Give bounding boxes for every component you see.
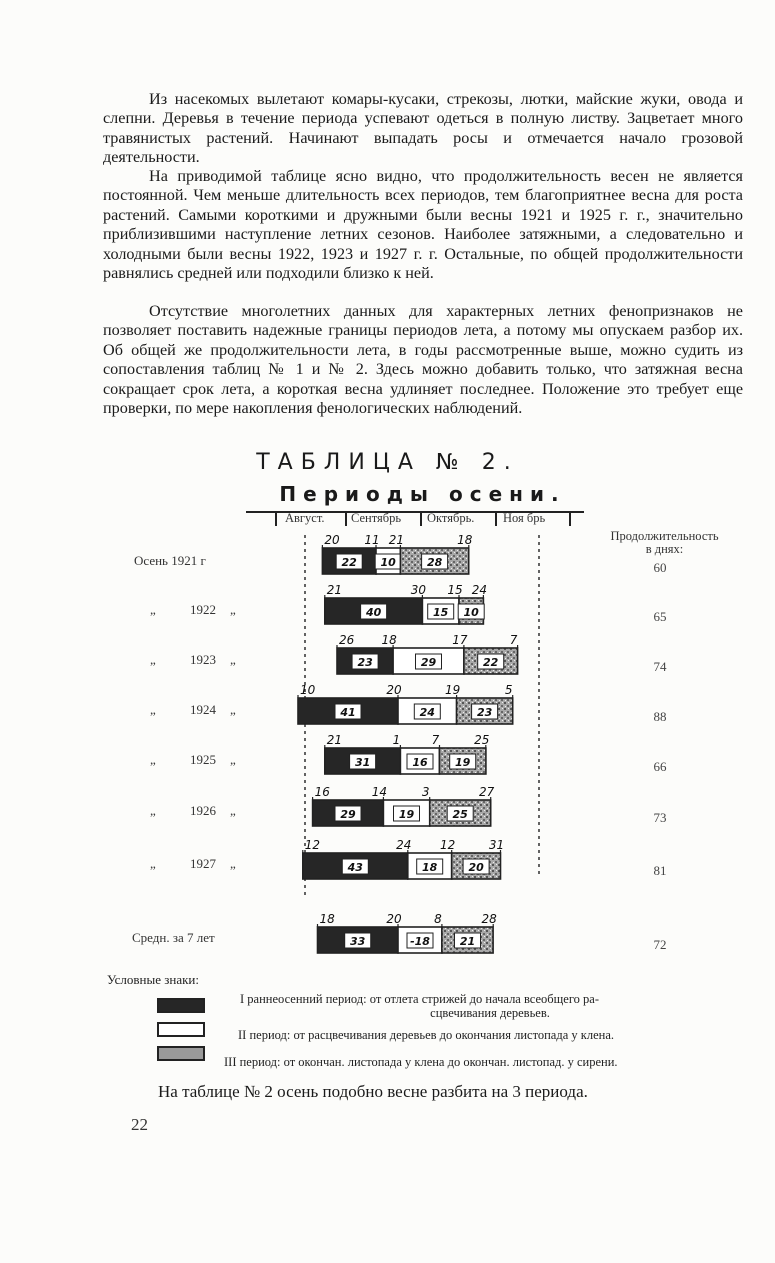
bar-value-label: 29 — [420, 656, 437, 669]
boundary-date-label: 12 — [304, 838, 321, 852]
boundary-date-label: 31 — [488, 838, 505, 852]
boundary-date-label: 7 — [509, 633, 518, 647]
duration-header-unit: в днях: — [645, 542, 684, 556]
bar-value-label: 15 — [433, 606, 449, 619]
month-november: Ноя брь — [503, 511, 546, 525]
boundary-date-label: 20 — [324, 533, 340, 547]
duration-value-1921: 60 — [653, 560, 667, 575]
boundary-date-label: 3 — [421, 785, 430, 799]
month-september: Сентябрь — [351, 511, 402, 525]
month-august: Август. — [285, 511, 325, 525]
boundary-date-label: 28 — [481, 912, 497, 926]
duration-value-1927: 81 — [653, 863, 667, 878]
bar-value-label: -18 — [410, 935, 430, 948]
boundary-date-label: 25 — [474, 733, 490, 747]
legend-text-period-3: III период: от окончан. листопада у клена до окончан. листопад. у сирени. — [224, 1055, 618, 1069]
bar-value-label: 22 — [341, 556, 357, 569]
boundary-date-label: 18 — [381, 633, 397, 647]
duration-value-1924: 88 — [653, 709, 667, 724]
boundary-date-label: 24 — [396, 838, 412, 852]
legend-text-period-2: II период: от расцвечивания деревьев до окончания листопада у клена. — [238, 1028, 614, 1042]
legend-swatch-period-1 — [157, 998, 205, 1013]
bar-value-label: 19 — [398, 808, 415, 821]
bar-value-label: 25 — [452, 808, 468, 821]
boundary-date-label: 20 — [386, 912, 402, 926]
boundary-date-label: 14 — [371, 785, 388, 799]
row-label-average: Средн. за 7 лет — [132, 930, 215, 945]
bar-value-label: 41 — [340, 706, 356, 719]
row-label-1921: Осень 1921 г — [134, 553, 206, 568]
paragraph-spring-duration: На приводимой таблице ясно видно, что продолжительность весен не является постоянной. Чем меньше длительность всех периодов, тем благоприятнее весна для роста растений. Самыми короткими и дружными были весны 1921 и 1925 г. г., значительно приблизившими наступление летних сезонов. Наиболее затяжными, а следовательно и холодными были весны 1922, 1923 и 1927 г. г. Остальные, по общей продолжительности равнялись средней или подходили близко к ней. — [103, 167, 743, 283]
bar-value-label: 33 — [350, 935, 366, 948]
boundary-date-label: 10 — [300, 683, 316, 697]
bar-value-label: 21 — [459, 935, 476, 948]
boundary-date-label: 27 — [479, 785, 495, 799]
bar-value-label: 23 — [476, 706, 493, 719]
bars-group — [298, 533, 518, 953]
bar-value-label: 28 — [426, 556, 443, 569]
boundary-date-label: 12 — [440, 838, 456, 852]
month-october: Октябрь. — [427, 511, 475, 525]
bar-value-label: 40 — [365, 606, 382, 619]
paragraph-summer-periods: Отсутствие многолетних данных для характерных летних фенопризнаков не позволяет поставить надежные границы периодов лета, а потому мы опускаем разбор их. Об общей же продолжительности лета, в годы рассмотренные выше, можно судить из сопоставления таблиц № 1 и № 2. Здесь можно добавить только, что затяжная весна сокращает срок лета, а короткая весна удлиняет последнее. Положение это требует еще проверки, по мере накопления фенологических наблюдений. — [103, 302, 743, 418]
bar-value-label: 20 — [468, 861, 484, 874]
boundary-date-label: 18 — [319, 912, 335, 926]
bar-value-label: 24 — [419, 706, 435, 719]
bar-value-label: 16 — [412, 756, 428, 769]
legend-swatch-period-2 — [157, 1022, 205, 1037]
boundary-date-label: 20 — [386, 683, 402, 697]
boundary-date-label: 18 — [457, 533, 473, 547]
boundary-date-label: 26 — [339, 633, 355, 647]
bar-value-label: 19 — [455, 756, 471, 769]
boundary-date-label: 30 — [410, 583, 427, 597]
boundary-date-label: 17 — [452, 633, 468, 647]
duration-value-1926: 73 — [653, 810, 667, 825]
duration-value-1923: 74 — [653, 659, 667, 674]
boundary-date-label: 11 — [364, 533, 380, 547]
legend-title: Условные знаки: — [107, 972, 199, 987]
boundary-date-label: 1 — [392, 733, 401, 747]
table-subtitle: Периоды осени. — [279, 482, 566, 506]
duration-value-1925: 66 — [653, 759, 667, 774]
boundary-date-label: 24 — [471, 583, 488, 597]
boundary-date-label: 5 — [504, 683, 513, 697]
bar-value-label: 29 — [340, 808, 356, 821]
legend-swatch-period-3 — [157, 1046, 205, 1061]
bar-value-label: 18 — [422, 861, 438, 874]
bar-value-label: 43 — [347, 861, 363, 874]
boundary-date-label: 7 — [431, 733, 440, 747]
paragraph-insects: Из насекомых вылетают комары-кусаки, стрекозы, лютки, майские жуки, овода и слепни. Деревья в течение периода успевают одеться в полную листву. Зацветает много травянистых растений. Начинают выпадать росы и отмечается начало грозовой деятельности. — [103, 90, 743, 167]
bar-value-label: 23 — [357, 656, 373, 669]
duration-value-average: 72 — [653, 937, 667, 952]
legend-text-period-1: I раннеосенний период: от отлета стрижей до начала всеобщего ра- сцвечивания деревьев. — [240, 992, 599, 1020]
boundary-date-label: 15 — [447, 583, 463, 597]
bar-value-label: 10 — [463, 606, 479, 619]
boundary-date-label: 16 — [314, 785, 330, 799]
bar-value-label: 31 — [354, 756, 371, 769]
bar-value-label: 22 — [483, 656, 499, 669]
boundary-date-label: 21 — [388, 533, 405, 547]
boundary-date-label: 19 — [444, 683, 461, 697]
boundary-date-label: 21 — [326, 583, 343, 597]
bar-value-label: 10 — [380, 556, 396, 569]
table-title: ТАБЛИЦА № 2. — [256, 450, 519, 475]
duration-header-label: Продолжительность — [610, 529, 719, 543]
duration-value-1922: 65 — [653, 609, 667, 624]
boundary-date-label: 8 — [434, 912, 442, 926]
page-number: 22 — [131, 1115, 148, 1134]
closing-sentence: На таблице № 2 осень подобно весне разбита на 3 периода. — [158, 1082, 588, 1101]
boundary-date-label: 21 — [326, 733, 343, 747]
